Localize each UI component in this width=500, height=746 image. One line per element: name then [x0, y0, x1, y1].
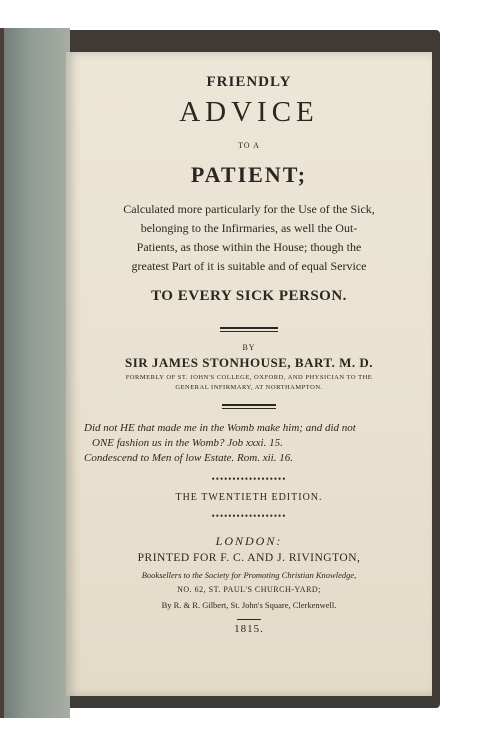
description-line-3: Patients, as those within the House; though the: [136, 240, 362, 254]
title-to-a: TO A: [238, 141, 260, 150]
epigraph-line-3: Condescend to Men of low Estate. Rom. xii. 16.: [84, 452, 293, 464]
ornament-dots: ••••••••••••••••••: [211, 474, 287, 484]
epigraph-line-2: ONE fashion us in the Womb? Job xxxi. 15.: [92, 437, 283, 449]
description-line-2: belonging to the Infirmaries, as well the Out-: [140, 221, 358, 235]
description-line-4: greatest Part of it is suitable and of equal Service: [131, 259, 367, 273]
imprint-printed-for: PRINTED FOR F. C. AND J. RIVINGTON,: [137, 552, 361, 564]
divider-rule: [222, 408, 276, 409]
imprint-address: NO. 62, ST. PAUL'S CHURCH-YARD;: [177, 585, 321, 594]
imprint-printer: By R. & R. Gilbert, St. John's Square, Clerkenwell.: [161, 600, 337, 610]
imprint-booksellers: Booksellers to the Society for Promoting Christian Knowledge,: [141, 570, 357, 580]
author-name: SIR JAMES STONHOUSE, BART. M. D.: [124, 355, 374, 370]
divider-rule: [237, 619, 261, 620]
edition-label: THE TWENTIETH EDITION.: [175, 492, 323, 503]
author-credentials-1: FORMERLY OF ST. JOHN'S COLLEGE, OXFORD, AND PHYSICIAN TO THE: [125, 374, 373, 381]
title-page: [66, 52, 432, 696]
title-advice: ADVICE: [179, 96, 319, 128]
divider-rule: [220, 331, 278, 332]
title-friendly: FRIENDLY: [206, 74, 292, 90]
ornament-dots: ••••••••••••••••••: [211, 511, 287, 521]
description-line-1: Calculated more particularly for the Use of the Sick,: [123, 202, 375, 216]
book-cover-left: [0, 28, 70, 718]
imprint-year: 1815.: [234, 623, 264, 635]
imprint-place: LONDON:: [215, 534, 283, 548]
title-patient: PATIENT;: [190, 162, 308, 187]
author-credentials-2: GENERAL INFIRMARY, AT NORTHAMPTON.: [175, 384, 323, 391]
divider-rule: [222, 404, 276, 406]
divider-rule: [220, 327, 278, 329]
subtitle-every-sick-person: TO EVERY SICK PERSON.: [151, 288, 347, 304]
by-label: BY: [242, 343, 256, 352]
book-spine-edge: [0, 28, 4, 718]
epigraph-line-1: Did not HE that made me in the Womb make him; and did not: [84, 422, 356, 434]
